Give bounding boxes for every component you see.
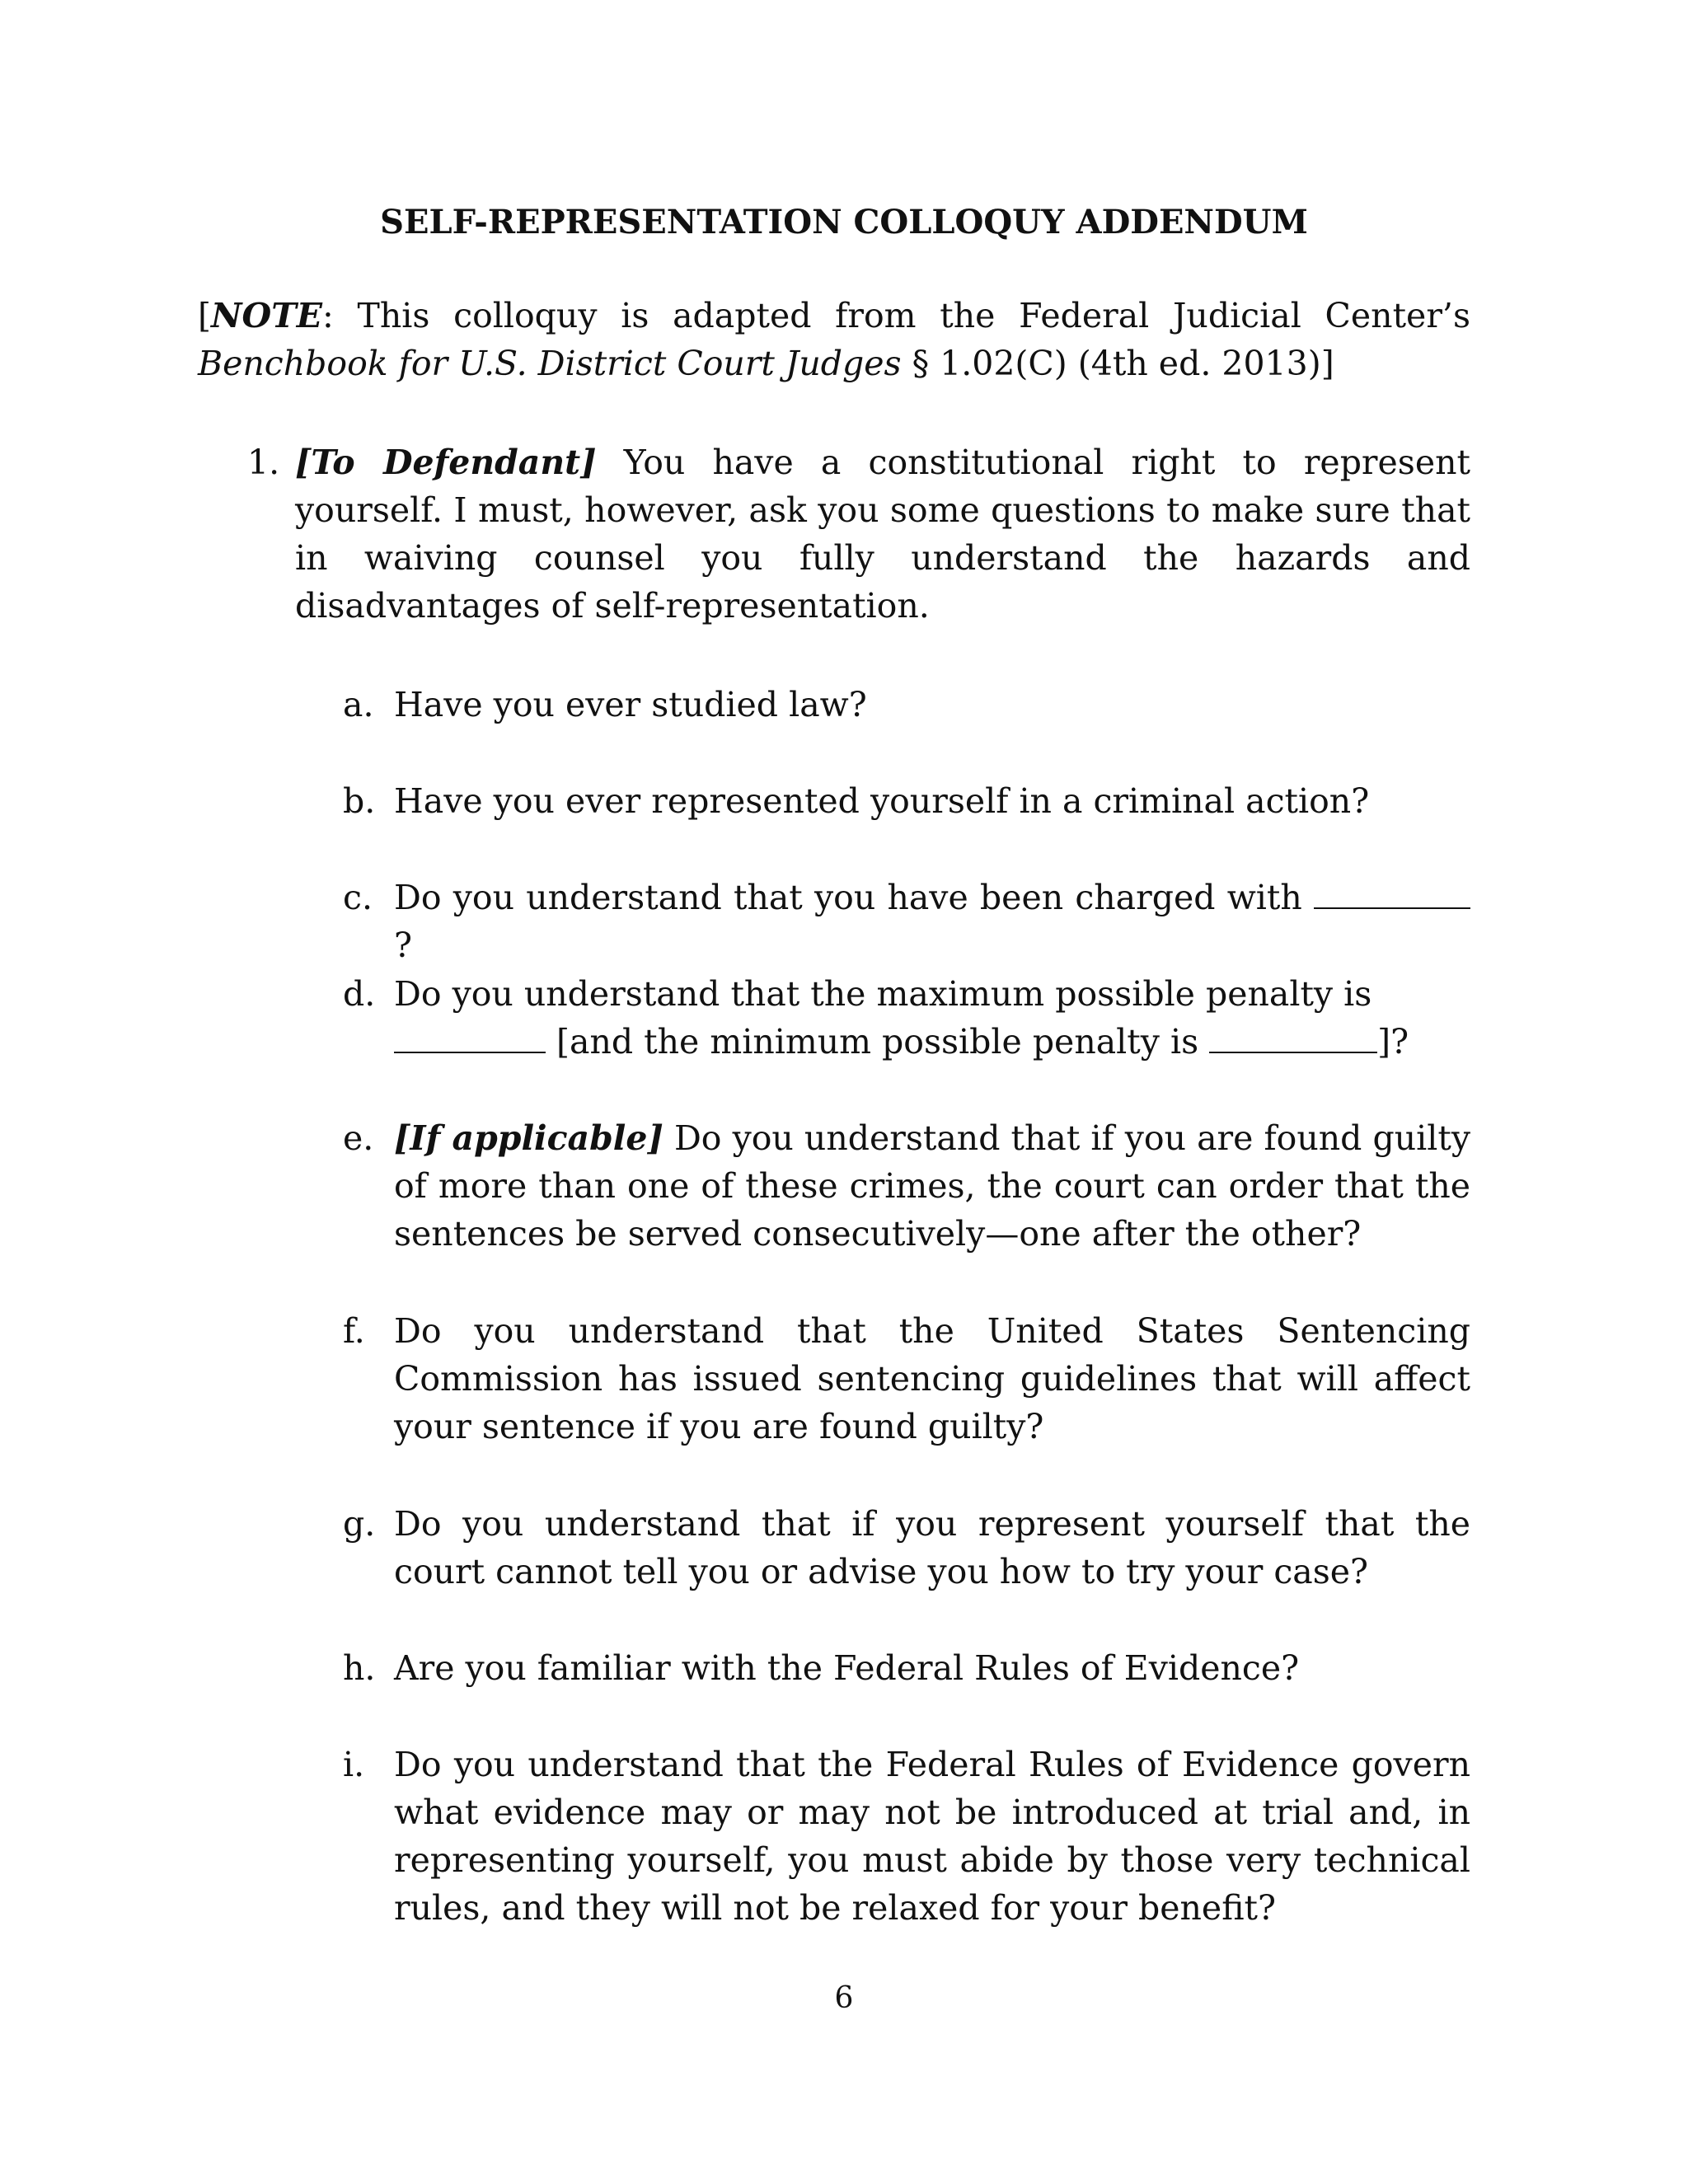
subitem-letter: e.	[343, 1118, 374, 1158]
subitem-text: Have you ever represented yourself in a criminal action?	[394, 781, 1370, 821]
subitem-e	[343, 1114, 1470, 1258]
blank-line	[1209, 1024, 1377, 1053]
subitem-g	[343, 1500, 1470, 1596]
subitem-letter: c.	[343, 878, 373, 917]
subitem-c	[343, 874, 1470, 969]
subitem-letter: b.	[343, 781, 376, 821]
subitem-letter: i.	[343, 1745, 365, 1784]
subitem-text-after: ]?	[1377, 1022, 1409, 1062]
note-book-title: Benchbook for U.S. District Court Judges	[198, 344, 902, 383]
subitem-b	[343, 777, 1470, 825]
item-text	[295, 438, 1470, 630]
subitem-text-before: Do you understand that the maximum possible penalty is	[394, 974, 1372, 1014]
item-body: You have a constitutional right to represent yourself. I must, however, ask you some questions to make sure that in waiving counsel you fully understand the hazards and disadvantages of self-representation.	[295, 443, 1470, 626]
page-number: 6	[834, 1981, 854, 2015]
subitem-letter: a.	[343, 685, 374, 724]
subitem-text: Do you understand that if you represent yourself that the court cannot tell you or advise you how to try your case?	[394, 1504, 1470, 1591]
item-bracket-instruction: [To Defendant]	[295, 443, 597, 482]
note-paragraph	[198, 292, 1470, 387]
note-text-before-book: : This colloquy is adapted from the Federal Judicial Center’s	[321, 296, 1470, 335]
subitem-text	[394, 874, 1470, 969]
subitem-text-before: Do you understand that you have been charged with	[394, 878, 1314, 917]
subitem-text: Are you familiar with the Federal Rules of Evidence?	[394, 1648, 1300, 1688]
subitem-d	[343, 970, 1470, 1066]
blank-line	[1314, 879, 1470, 909]
subitem-f	[343, 1307, 1470, 1451]
subitem-text-middle: [and the minimum possible penalty is	[546, 1022, 1210, 1062]
subitem-body: Do you understand that if you are found guilty of more than one of these crimes, the court can order that the sentences be served consecutively—one after the other?	[394, 1118, 1470, 1254]
page-title: SELF-REPRESENTATION COLLOQUY ADDENDUM	[380, 203, 1308, 241]
note-open-bracket: [	[198, 296, 211, 335]
numbered-item-1	[247, 438, 1470, 630]
subitem-letter: d.	[343, 974, 376, 1014]
subitem-text-after: ?	[394, 926, 412, 965]
subitem-text: Have you ever studied law?	[394, 685, 867, 724]
subitem-text: Do you understand that the Federal Rules of Evidence govern what evidence may or may not be introduced at trial and, in representing yourself, you must abide by those very technical rules, and they will not be relaxed for your benefit?	[394, 1745, 1470, 1928]
blank-line	[394, 1024, 546, 1053]
subitem-letter: h.	[343, 1648, 376, 1688]
subitem-a	[343, 681, 1470, 729]
subitem-text	[394, 1114, 1470, 1258]
subitem-letter: f.	[343, 1311, 365, 1351]
subitem-text: Do you understand that the United States Sentencing Commission has issued sentencing guidelines that will affect your sentence if you are found guilty?	[394, 1311, 1470, 1446]
subitem-h	[343, 1644, 1470, 1692]
item-number: 1.	[247, 443, 280, 482]
subitem-letter: g.	[343, 1504, 376, 1544]
subitem-text	[394, 970, 1470, 1066]
subitem-i	[343, 1741, 1470, 1932]
note-text-after-book: § 1.02(C) (4th ed. 2013)]	[901, 344, 1334, 383]
subitem-bracket-instruction: [If applicable]	[394, 1118, 663, 1158]
note-label: NOTE	[211, 296, 322, 335]
